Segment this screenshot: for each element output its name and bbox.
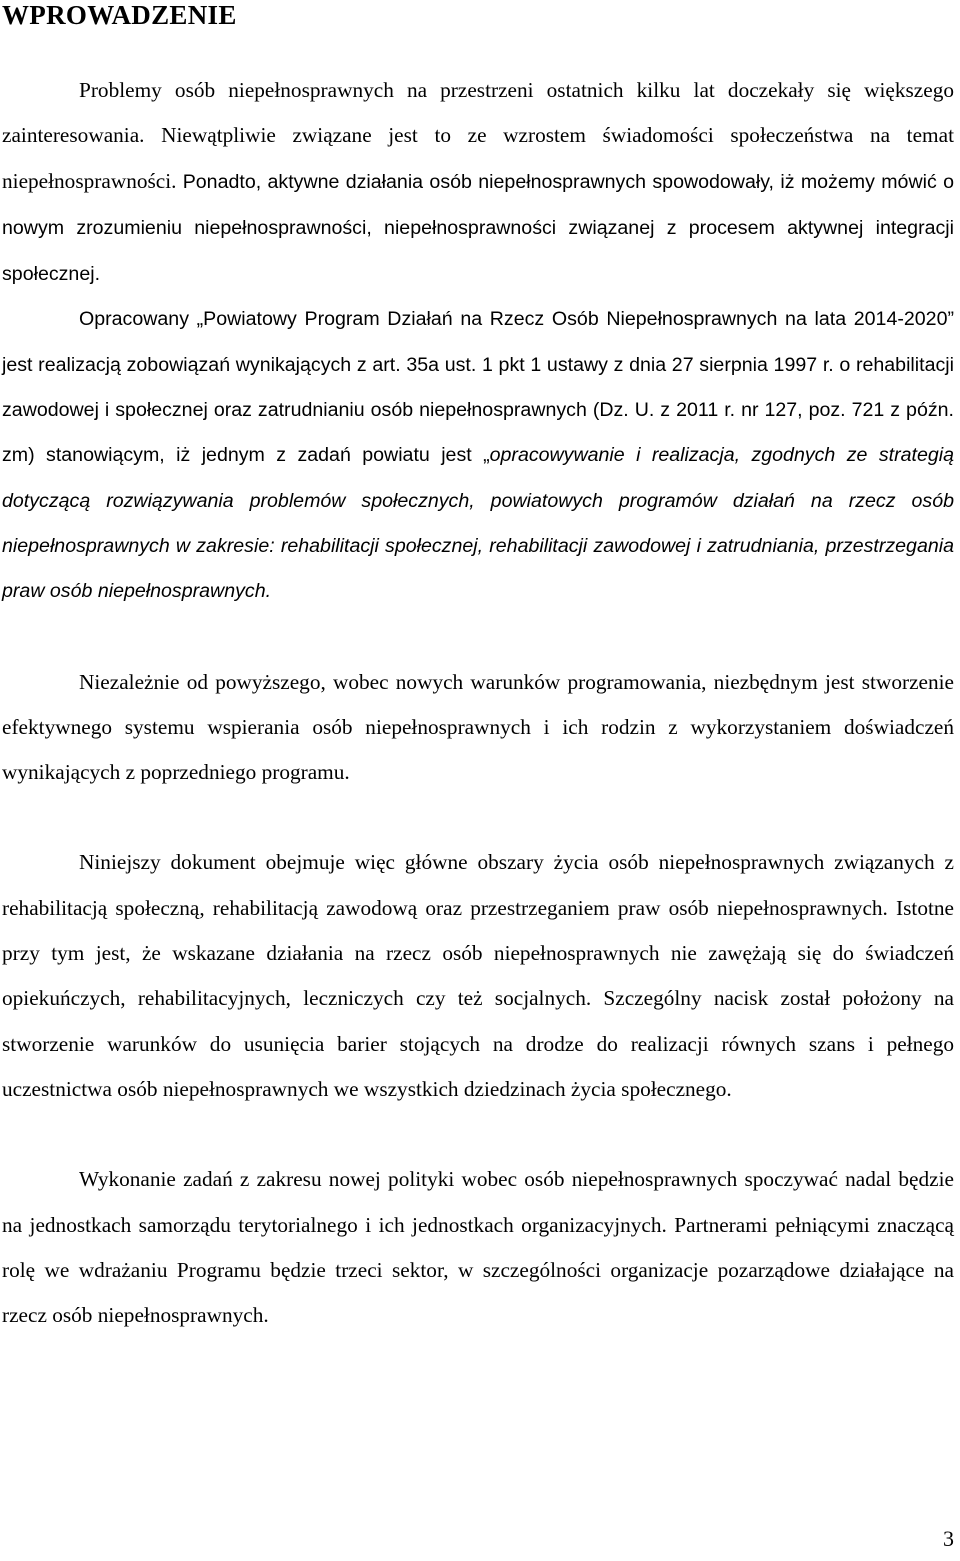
- paragraph-program-basis-text: Opracowany „Powiatowy Program Działań na Rzecz Osób Niepełnosprawnych na lata 2014-2020” jest realizacją zobowiązań wynikających z art. 35a ust. 1 pkt 1 ustawy z dnia 27 sierpnia 1997 r. o rehabilitacji zawodowej i społecznej oraz zatrudnianiu osób niepełnosprawnych (Dz. U. z 2011 r. nr 127, poz. 721 z późn. zm) stanowiącym, iż jednym z zadań powiatu jest „: [2, 308, 954, 467]
- paragraph-program-basis: [2, 297, 954, 614]
- page-number: 3: [943, 1526, 954, 1551]
- paragraph-document-scope: Niniejszy dokument obejmuje więc główne obszary życia osób niepełnosprawnych związanych z rehabilitacją społeczną, rehabilitacją zawodową oraz przestrzeganiem praw osób niepełnosprawnych. Istotne przy tym jest, że wskazane działania na rzecz osób niepełnosprawnych nie zawężają się do świadczeń opiekuńczych, rehabilitacyjnych, leczniczych czy też socjalnych. Szczególny nacisk został położony na stworzenie warunków do usunięcia barier stojących na drodze do realizacji równych szans i pełnego uczestnictwa osób niepełnosprawnych we wszystkich dziedzinach życia społecznego.: [2, 850, 954, 1101]
- paragraph-introduction-continuation: Ponadto, aktywne działania osób niepełnosprawnych spowodowały, iż możemy mówić o nowym zrozumieniu niepełnosprawności, niepełnosprawności związanej z procesem aktywnej integracji społecznej.: [2, 170, 954, 286]
- document-body: [2, 68, 954, 1338]
- paragraph-program-basis-quote: opracowywanie i realizacja, zgodnych ze strategią dotyczącą rozwiązywania problemów społecznych, powiatowych programów działań na rzecz osób niepełnosprawnych w zakresie: rehabilitacji społecznej, rehabilitacji zawodowej i zatrudniania, przestrzegania praw osób niepełnosprawnych.: [2, 444, 954, 603]
- page-heading: WPROWADZENIE: [2, 0, 237, 30]
- paragraph-implementation: Wykonanie zadań z zakresu nowej polityki wobec osób niepełnosprawnych spoczywać nadal będzie na jednostkach samorządu terytorialnego i ich jednostkach organizacyjnych. Partnerami pełniącymi znaczącą rolę we wdrażaniu Programu będzie trzeci sektor, w szczególności organizacje pozarządowe działające na rzecz osób niepełnosprawnych.: [2, 1167, 954, 1328]
- paragraph-introduction-text: Problemy osób niepełnosprawnych na przestrzeni ostatnich kilku lat doczekały się większego zainteresowania. Niewątpliwie związane jest to ze wzrostem świadomości społeczeństwa na temat niepełnosprawności.: [2, 78, 954, 193]
- paragraph-introduction: [2, 68, 954, 297]
- paragraph-gap: [2, 795, 954, 840]
- paragraph-gap: [2, 1112, 954, 1157]
- paragraph-gap: [2, 615, 954, 660]
- paragraph-new-conditions: Niezależnie od powyższego, wobec nowych warunków programowania, niezbędnym jest stworzenie efektywnego systemu wspierania osób niepełnosprawnych i ich rodzin z wykorzystaniem doświadczeń wynikających z poprzedniego programu.: [2, 669, 954, 785]
